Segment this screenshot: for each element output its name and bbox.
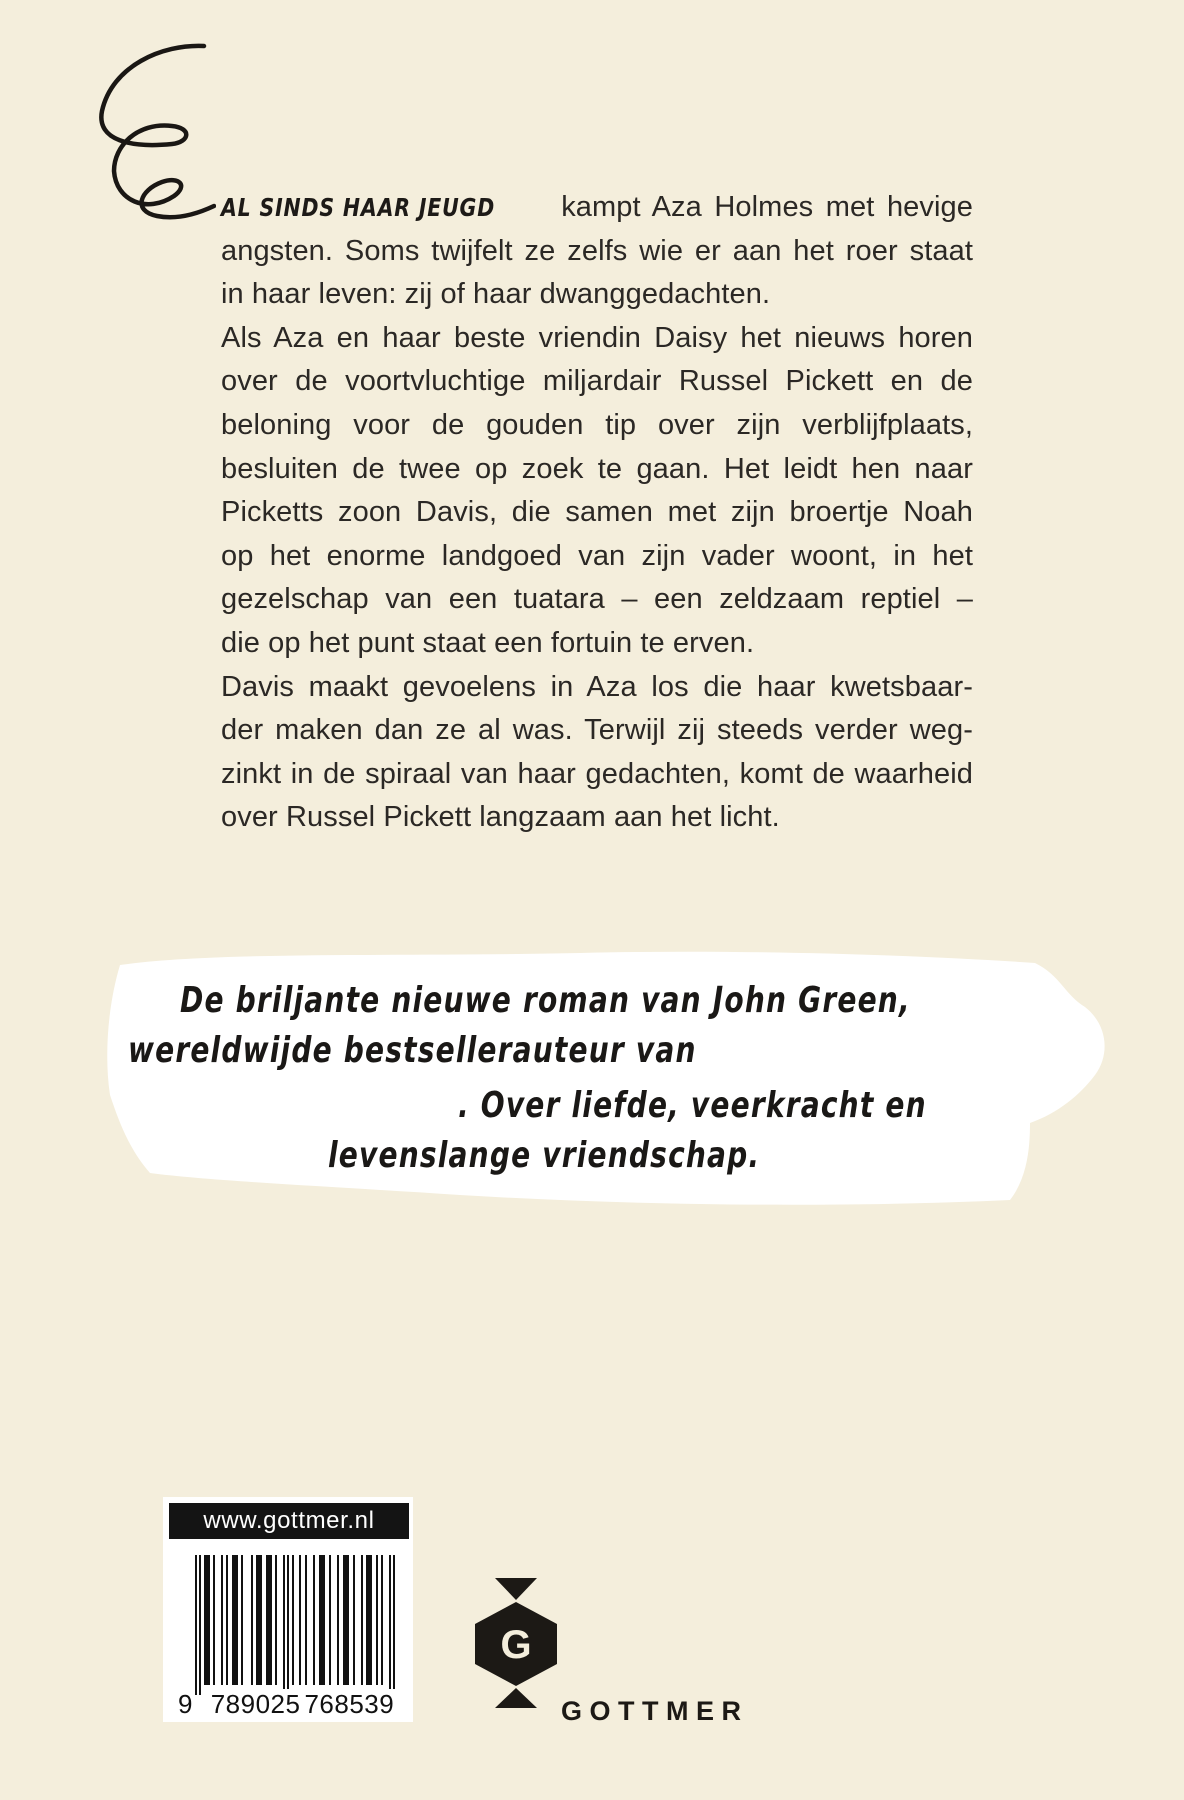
blurb-line-6: beloning voor de gouden tip over zijn verblijfplaats, [221,408,973,441]
blurb-line-7: besluiten de twee op zoek te gaan. Het leidt hen naar [221,452,973,485]
quote-line-2: wereldwijde bestsellerauteur van [128,1030,697,1071]
blurb-line-14: zinkt in de spiraal van haar gedachten, komt de waarheid [221,757,973,790]
blurb-line-2: angsten. Soms twijfelt ze zelfs wie er aan het roer staat [221,234,973,267]
isbn-number: 9 789025 768539 [178,1689,395,1719]
publisher-url[interactable]: www.gottmer.nl [169,1503,409,1539]
blurb-lead-in: AL SINDS HAAR JEUGD [221,193,496,222]
drop-cap-e-flourish [92,36,216,221]
barcode-icon [195,1555,395,1695]
blurb-line-13: der maken dan ze al was. Terwijl zij steeds verder weg- [221,714,973,747]
blurb-line-8: Picketts zoon Davis, die samen met zijn broertje Noah [221,496,973,529]
quote-line-3: . Over liefde, veerkracht en [458,1085,927,1126]
blurb-line-15: over Russel Pickett langzaam aan het licht. [221,801,780,834]
barcode-panel [163,1497,413,1722]
svg-text:G: G [500,1623,532,1667]
blurb-line-9: op het enorme landgoed van zijn vader woont, in het [221,539,973,572]
blurb-line-5: over de voortvluchtige miljardair Russel Pickett en de [221,365,973,398]
quote-line-4: levenslange vriendschap. [328,1135,761,1176]
blurb-line-11: die op het punt staat een fortuin te erven. [221,626,755,659]
blurb-line-12: Davis maakt gevoelens in Aza los die haar kwetsbaar- [221,670,973,703]
blurb-line-4: Als Aza en haar beste vriendin Daisy het nieuws horen [221,321,973,354]
publisher-name: GOTTMER [561,1696,749,1726]
blurb-line-1: AL SINDS HAAR JEUGD kampt Aza Holmes met hevige [221,186,973,230]
quote-brush-background [100,945,1110,1215]
blurb-line-10: gezelschap van een tuatara – een zeldzaam reptiel – [221,583,973,616]
blurb-body [221,186,973,840]
gottmer-logo-icon [475,1578,565,1708]
quote-line-1: De briljante nieuwe roman van John Green, [180,980,911,1021]
blurb-line-3: in haar leven: zij of haar dwanggedachten. [221,278,771,311]
